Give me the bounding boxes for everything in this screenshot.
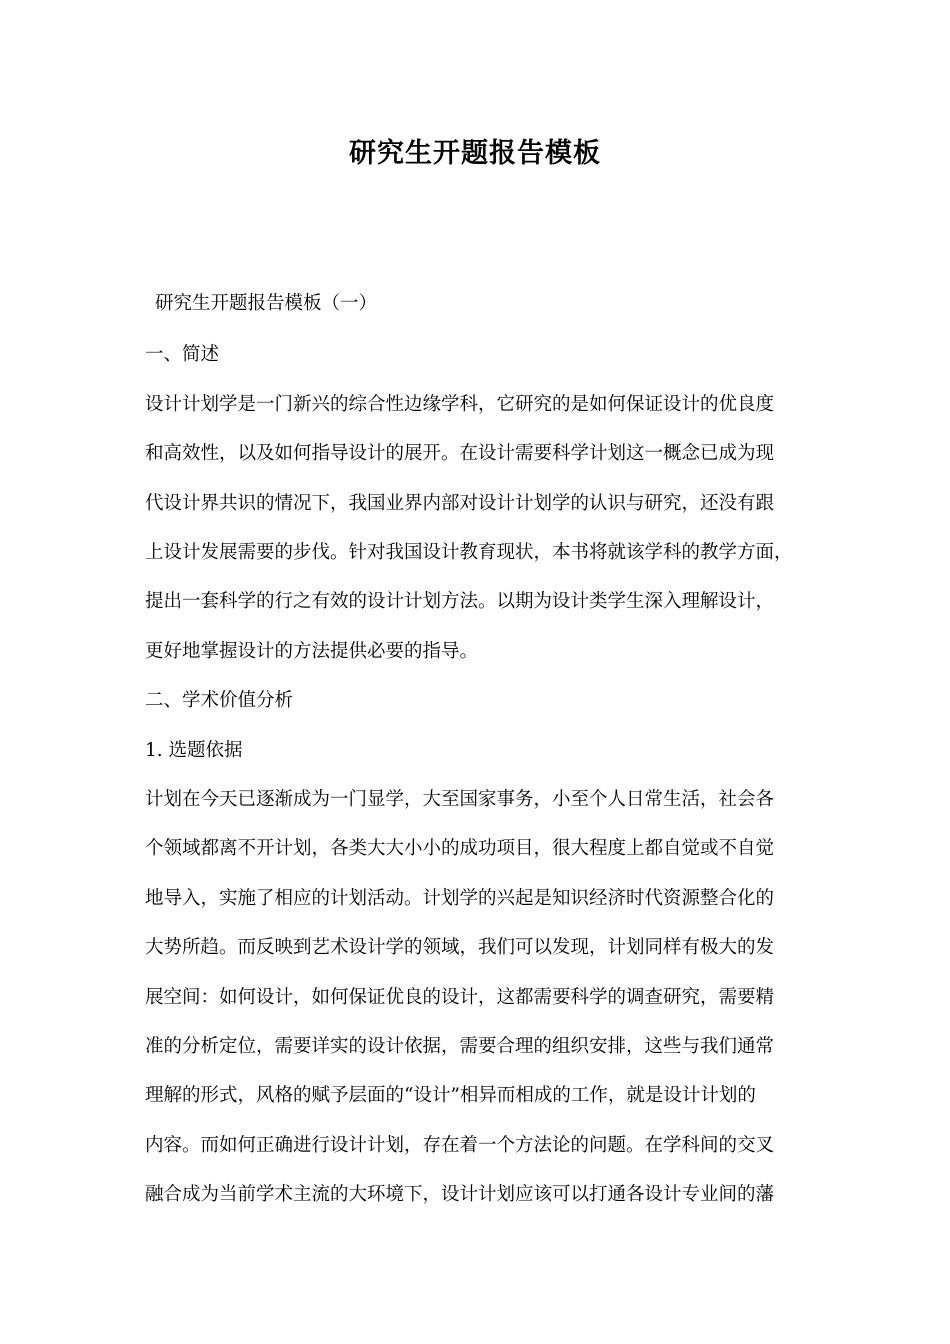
document-title: 研究生开题报告模板 <box>349 138 601 169</box>
paragraph-line: 更好地掌握设计的方法提供必要的指导。 <box>145 641 479 662</box>
paragraph-line: 个领域都离不开计划，各类大大小小的成功项目，很大程度上都自觉或不自觉 <box>145 838 775 859</box>
paragraph-line: 上设计发展需要的步伐。针对我国设计教育现状，本书将就该学科的教学方面， <box>145 542 793 563</box>
paragraph-line: 准的分析定位，需要详实的设计依据，需要合理的组织安排，这些与我们通常 <box>145 1036 775 1057</box>
section-heading-overview: 一、简述 <box>145 344 220 365</box>
section-heading-academic-value: 二、学术价值分析 <box>145 690 294 711</box>
paragraph-line: 理解的形式，风格的赋予层面的“设计”相异而相成的工作，就是设计计划的 <box>145 1085 756 1106</box>
paragraph-line: 融合成为当前学术主流的大环境下，设计计划应该可以打通各设计专业间的藩 <box>145 1184 775 1205</box>
paragraph-line: 展空间：如何设计，如何保证优良的设计，这都需要科学的调查研究，需要精 <box>145 987 775 1008</box>
paragraph-line: 地导入，实施了相应的计划活动。计划学的兴起是知识经济时代资源整合化的 <box>145 888 775 909</box>
subsection-heading-topic-basis: 1. 选题依据 <box>145 740 243 761</box>
paragraph-line: 内容。而如何正确进行设计计划，存在着一个方法论的问题。在学科间的交叉 <box>145 1135 775 1156</box>
paragraph-line: 大势所趋。而反映到艺术设计学的领域，我们可以发现，计划同样有极大的发 <box>145 937 775 958</box>
paragraph-line: 提出一套科学的行之有效的设计计划方法。以期为设计类学生深入理解设计， <box>145 591 775 612</box>
paragraph-line: 设计计划学是一门新兴的综合性边缘学科，它研究的是如何保证设计的优良度 <box>145 394 775 415</box>
paragraph-line: 代设计界共识的情况下，我国业界内部对设计计划学的认识与研究，还没有跟 <box>145 493 775 514</box>
document-subtitle: 研究生开题报告模板（一） <box>155 293 378 314</box>
paragraph-line: 计划在今天已逐渐成为一门显学，大至国家事务，小至个人日常生活，社会各 <box>145 789 775 810</box>
paragraph-line: 和高效性，以及如何指导设计的展开。在设计需要科学计划这一概念已成为现 <box>145 443 775 464</box>
